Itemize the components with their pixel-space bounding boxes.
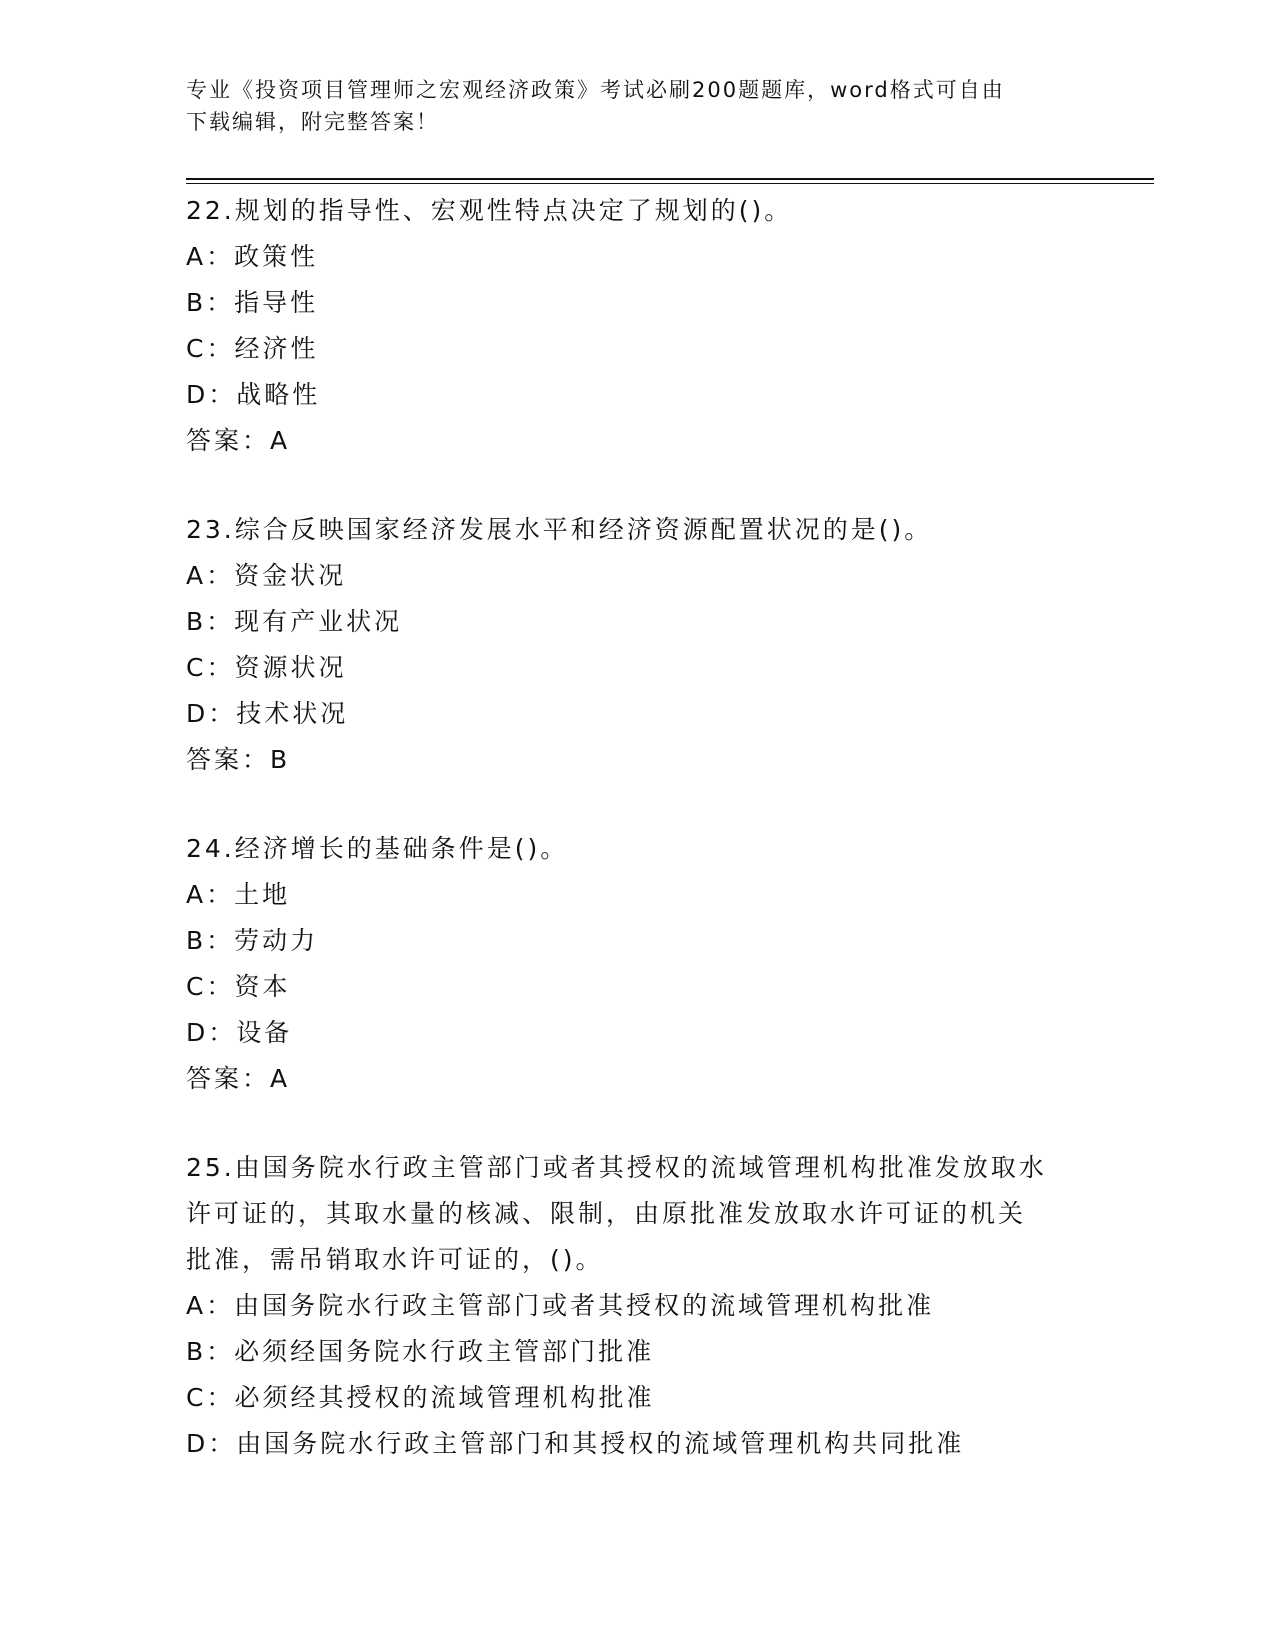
question-block [186, 507, 1086, 783]
question-stem: 23.综合反映国家经济发展水平和经济资源配置状况的是()。 [186, 515, 933, 544]
option-a: A：由国务院水行政主管部门或者其授权的流域管理机构批准 [186, 1291, 935, 1320]
option-b: B：指导性 [186, 288, 319, 317]
option-b: B：必须经国务院水行政主管部门批准 [186, 1337, 655, 1366]
answer-line: 答案：A [186, 1064, 291, 1093]
question-stem: 24.经济增长的基础条件是()。 [186, 834, 569, 863]
option-c: C：资源状况 [186, 653, 347, 682]
question-stem-line-2: 许可证的，其取水量的核减、限制，由原批准发放取水许可证的机关 [186, 1199, 1027, 1228]
question-block [186, 826, 1086, 1102]
question-block [186, 1145, 1086, 1467]
document-header [186, 74, 1066, 138]
option-b: B：现有产业状况 [186, 607, 403, 636]
question-stem: 22.规划的指导性、宏观性特点决定了规划的()。 [186, 196, 793, 225]
answer-line: 答案：B [186, 745, 291, 774]
option-c: C：必须经其授权的流域管理机构批准 [186, 1383, 655, 1412]
answer-line: 答案：A [186, 426, 291, 455]
header-divider-thin [186, 183, 1154, 184]
option-a: A：政策性 [186, 242, 319, 271]
option-d: D：战略性 [186, 380, 321, 409]
option-c: C：资本 [186, 972, 291, 1001]
question-stem-line-1: 25.由国务院水行政主管部门或者其授权的流域管理机构批准发放取水 [186, 1153, 1047, 1182]
option-a: A：资金状况 [186, 561, 347, 590]
header-divider-thick [186, 178, 1154, 180]
question-spacer [186, 1102, 1086, 1145]
option-d: D：由国务院水行政主管部门和其授权的流域管理机构共同批准 [186, 1429, 965, 1458]
question-list [186, 188, 1086, 1467]
question-block [186, 188, 1086, 464]
option-b: B：劳动力 [186, 926, 319, 955]
question-stem-line-3: 批准，需吊销取水许可证的，()。 [186, 1245, 604, 1274]
option-d: D：设备 [186, 1018, 293, 1047]
option-c: C：经济性 [186, 334, 319, 363]
question-spacer [186, 464, 1086, 507]
header-line-2: 下载编辑，附完整答案！ [186, 110, 439, 134]
header-line-1: 专业《投资项目管理师之宏观经济政策》考试必刷200题题库，word格式可自由 [186, 78, 1005, 102]
option-a: A：土地 [186, 880, 291, 909]
question-spacer [186, 783, 1086, 826]
option-d: D：技术状况 [186, 699, 349, 728]
